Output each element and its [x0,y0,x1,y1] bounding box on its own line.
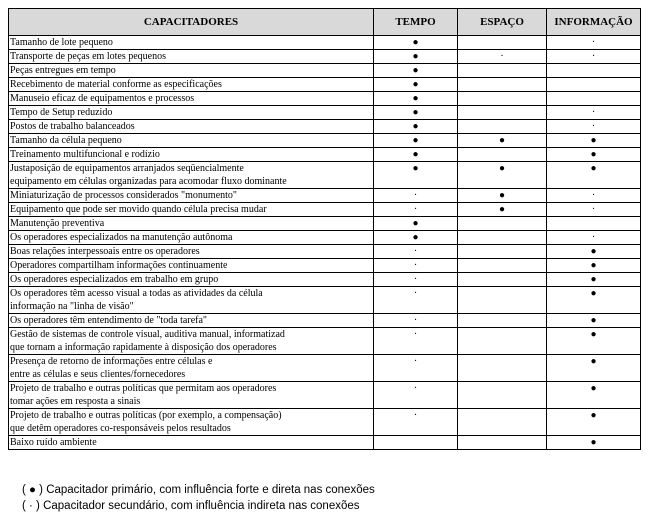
espaco-mark: ● [458,134,547,148]
capacitador-label [9,78,374,92]
table-row [9,217,641,231]
capacitador-label-line: Miniaturização de processos considerados "monumento" [10,190,237,201]
table-row [9,314,641,328]
tempo-mark: ● [374,134,458,148]
capacitador-label-line: Os operadores especializados na manutenção autônoma [10,232,233,243]
tempo-mark: · [374,382,458,409]
espaco-mark: ● [458,162,547,189]
informacao-mark: · [547,36,641,50]
capacitador-label [9,436,374,450]
header-row [9,9,641,36]
table-row [9,382,641,409]
capacitador-label [9,92,374,106]
informacao-mark: ● [547,134,641,148]
informacao-mark: ● [547,409,641,436]
tempo-mark: ● [374,50,458,64]
capacitador-label [9,314,374,328]
table-row [9,78,641,92]
capacitador-label [9,64,374,78]
header-capacitadores: CAPACITADORES [9,9,374,36]
capacitador-label-line: Os operadores têm acesso visual a todas as atividades da célula [10,288,263,299]
informacao-mark: · [547,203,641,217]
tempo-mark: · [374,245,458,259]
capacitador-label [9,134,374,148]
espaco-mark: · [458,50,547,64]
informacao-mark: ● [547,287,641,314]
informacao-mark: ● [547,245,641,259]
espaco-mark [458,106,547,120]
capacitador-label [9,409,374,436]
capacitador-label-line: equipamento em células organizadas para acomodar fluxo dominante [10,176,287,187]
capacitador-label [9,217,374,231]
informacao-mark: ● [547,259,641,273]
tempo-mark: · [374,409,458,436]
informacao-mark: ● [547,314,641,328]
capacitador-label-line: entre as células e seus clientes/fornecedores [10,369,186,380]
espaco-mark [458,409,547,436]
informacao-mark: ● [547,355,641,382]
informacao-mark: · [547,106,641,120]
informacao-mark: ● [547,382,641,409]
table-row [9,189,641,203]
capacitador-label [9,36,374,50]
capacitador-label-line: Manuseio eficaz de equipamentos e processos [10,93,195,104]
espaco-mark [458,64,547,78]
informacao-mark: · [547,120,641,134]
capacitador-label-line: Postos de trabalho balanceados [10,121,135,132]
tempo-mark: · [374,203,458,217]
espaco-mark: ● [458,203,547,217]
capacitador-label [9,203,374,217]
tempo-mark: ● [374,231,458,245]
capacitador-label [9,259,374,273]
legend-primary: ( ● ) Capacitador primário, com influência forte e direta nas conexões [22,484,375,496]
table-row [9,148,641,162]
table-body [9,36,641,450]
capacitador-label-line: Justaposição de equipamentos arranjados seqüencialmente [10,163,244,174]
tempo-mark: ● [374,148,458,162]
capacitador-label-line: Tempo de Setup reduzido [10,107,113,118]
header-informacao: INFORMAÇÃO [547,9,641,36]
capacitador-label-line: que detêm operadores co-responsáveis pelos resultados [10,423,231,434]
table-row [9,231,641,245]
tempo-mark: ● [374,64,458,78]
legend-secondary: ( · ) Capacitador secundário, com influência indireta nas conexões [22,500,360,512]
capacitador-label-line: Operadores compartilham informações continuamente [10,260,228,271]
tempo-mark: · [374,314,458,328]
table-row [9,245,641,259]
tempo-mark: · [374,189,458,203]
espaco-mark [458,245,547,259]
capacitador-label-line: Gestão de sistemas de controle visual, auditiva manual, informatizad [10,329,285,340]
tempo-mark [374,436,458,450]
informacao-mark [547,64,641,78]
table-row [9,64,641,78]
capacitador-label [9,148,374,162]
espaco-mark [458,148,547,162]
tempo-mark: ● [374,120,458,134]
espaco-mark [458,231,547,245]
table-row [9,287,641,314]
table-row [9,355,641,382]
capacitador-label [9,355,374,382]
capacitador-label [9,382,374,409]
capacitador-label-line: Boas relações interpessoais entre os operadores [10,246,200,257]
informacao-mark: · [547,231,641,245]
capacitador-label-line: Equipamento que pode ser movido quando célula precisa mudar [10,204,267,215]
espaco-mark [458,355,547,382]
informacao-mark: ● [547,162,641,189]
table-row [9,36,641,50]
capacitador-label-line: tomar ações em resposta a sinais [10,396,141,407]
capacitador-label-line: informação na "linha de visão" [10,301,134,312]
capacitador-label-line: Presença de retorno de informações entre células e [10,356,213,367]
espaco-mark [458,273,547,287]
capacitador-label [9,50,374,64]
table-row [9,436,641,450]
tempo-mark: · [374,273,458,287]
espaco-mark [458,120,547,134]
informacao-mark: ● [547,148,641,162]
capacitador-label-line: Transporte de peças em lotes pequenos [10,51,166,62]
capacitador-label-line: Treinamento multifuncional e rodízio [10,149,160,160]
informacao-mark [547,217,641,231]
tempo-mark: · [374,328,458,355]
table-row [9,120,641,134]
capacitador-label-line: Os operadores têm entendimento de "toda tarefa" [10,315,207,326]
capacitador-label [9,287,374,314]
capacitador-label [9,162,374,189]
tempo-mark: · [374,259,458,273]
table-row [9,106,641,120]
tempo-mark: · [374,355,458,382]
capacitador-label [9,231,374,245]
informacao-mark [547,92,641,106]
informacao-mark: · [547,50,641,64]
espaco-mark: ● [458,189,547,203]
capacitador-label [9,245,374,259]
tempo-mark: · [374,287,458,314]
informacao-mark: ● [547,328,641,355]
table-row [9,134,641,148]
tempo-mark: ● [374,162,458,189]
table-row [9,162,641,189]
capacitador-label-line: Peças entregues em tempo [10,65,116,76]
tempo-mark: ● [374,36,458,50]
informacao-mark: ● [547,273,641,287]
informacao-mark: ● [547,436,641,450]
capacitador-label [9,120,374,134]
tempo-mark: ● [374,217,458,231]
capacitador-label-line: que tornam a informação rapidamente à disposição dos operadores [10,342,277,353]
header-tempo: TEMPO [374,9,458,36]
table-row [9,50,641,64]
capacitador-label-line: Recebimento de material conforme as especificações [10,79,222,90]
espaco-mark [458,328,547,355]
espaco-mark [458,287,547,314]
informacao-mark [547,78,641,92]
espaco-mark [458,436,547,450]
capacitador-label-line: Tamanho de lote pequeno [10,37,113,48]
capacitador-label-line: Manutenção preventiva [10,218,105,229]
capacitador-label-line: Projeto de trabalho e outras políticas que permitam aos operadores [10,383,277,394]
informacao-mark: · [547,189,641,203]
espaco-mark [458,382,547,409]
tempo-mark: ● [374,78,458,92]
table-row [9,409,641,436]
capacitador-label-line: Baixo ruído ambiente [10,437,97,448]
table-row [9,328,641,355]
capacitador-label [9,328,374,355]
espaco-mark [458,259,547,273]
espaco-mark [458,78,547,92]
espaco-mark [458,314,547,328]
tempo-mark: ● [374,92,458,106]
table-row [9,203,641,217]
capacitador-label-line: Os operadores especializados em trabalho em grupo [10,274,219,285]
table-row [9,92,641,106]
capacitadores-table [8,8,641,450]
espaco-mark [458,36,547,50]
header-espaco: ESPAÇO [458,9,547,36]
espaco-mark [458,217,547,231]
capacitador-label-line: Tamanho da célula pequeno [10,135,122,146]
capacitador-label [9,273,374,287]
table-row [9,273,641,287]
tempo-mark: ● [374,106,458,120]
capacitador-label-line: Projeto de trabalho e outras políticas (por exemplo, a compensação) [10,410,282,421]
capacitador-label [9,189,374,203]
capacitador-label [9,106,374,120]
espaco-mark [458,92,547,106]
table-row [9,259,641,273]
